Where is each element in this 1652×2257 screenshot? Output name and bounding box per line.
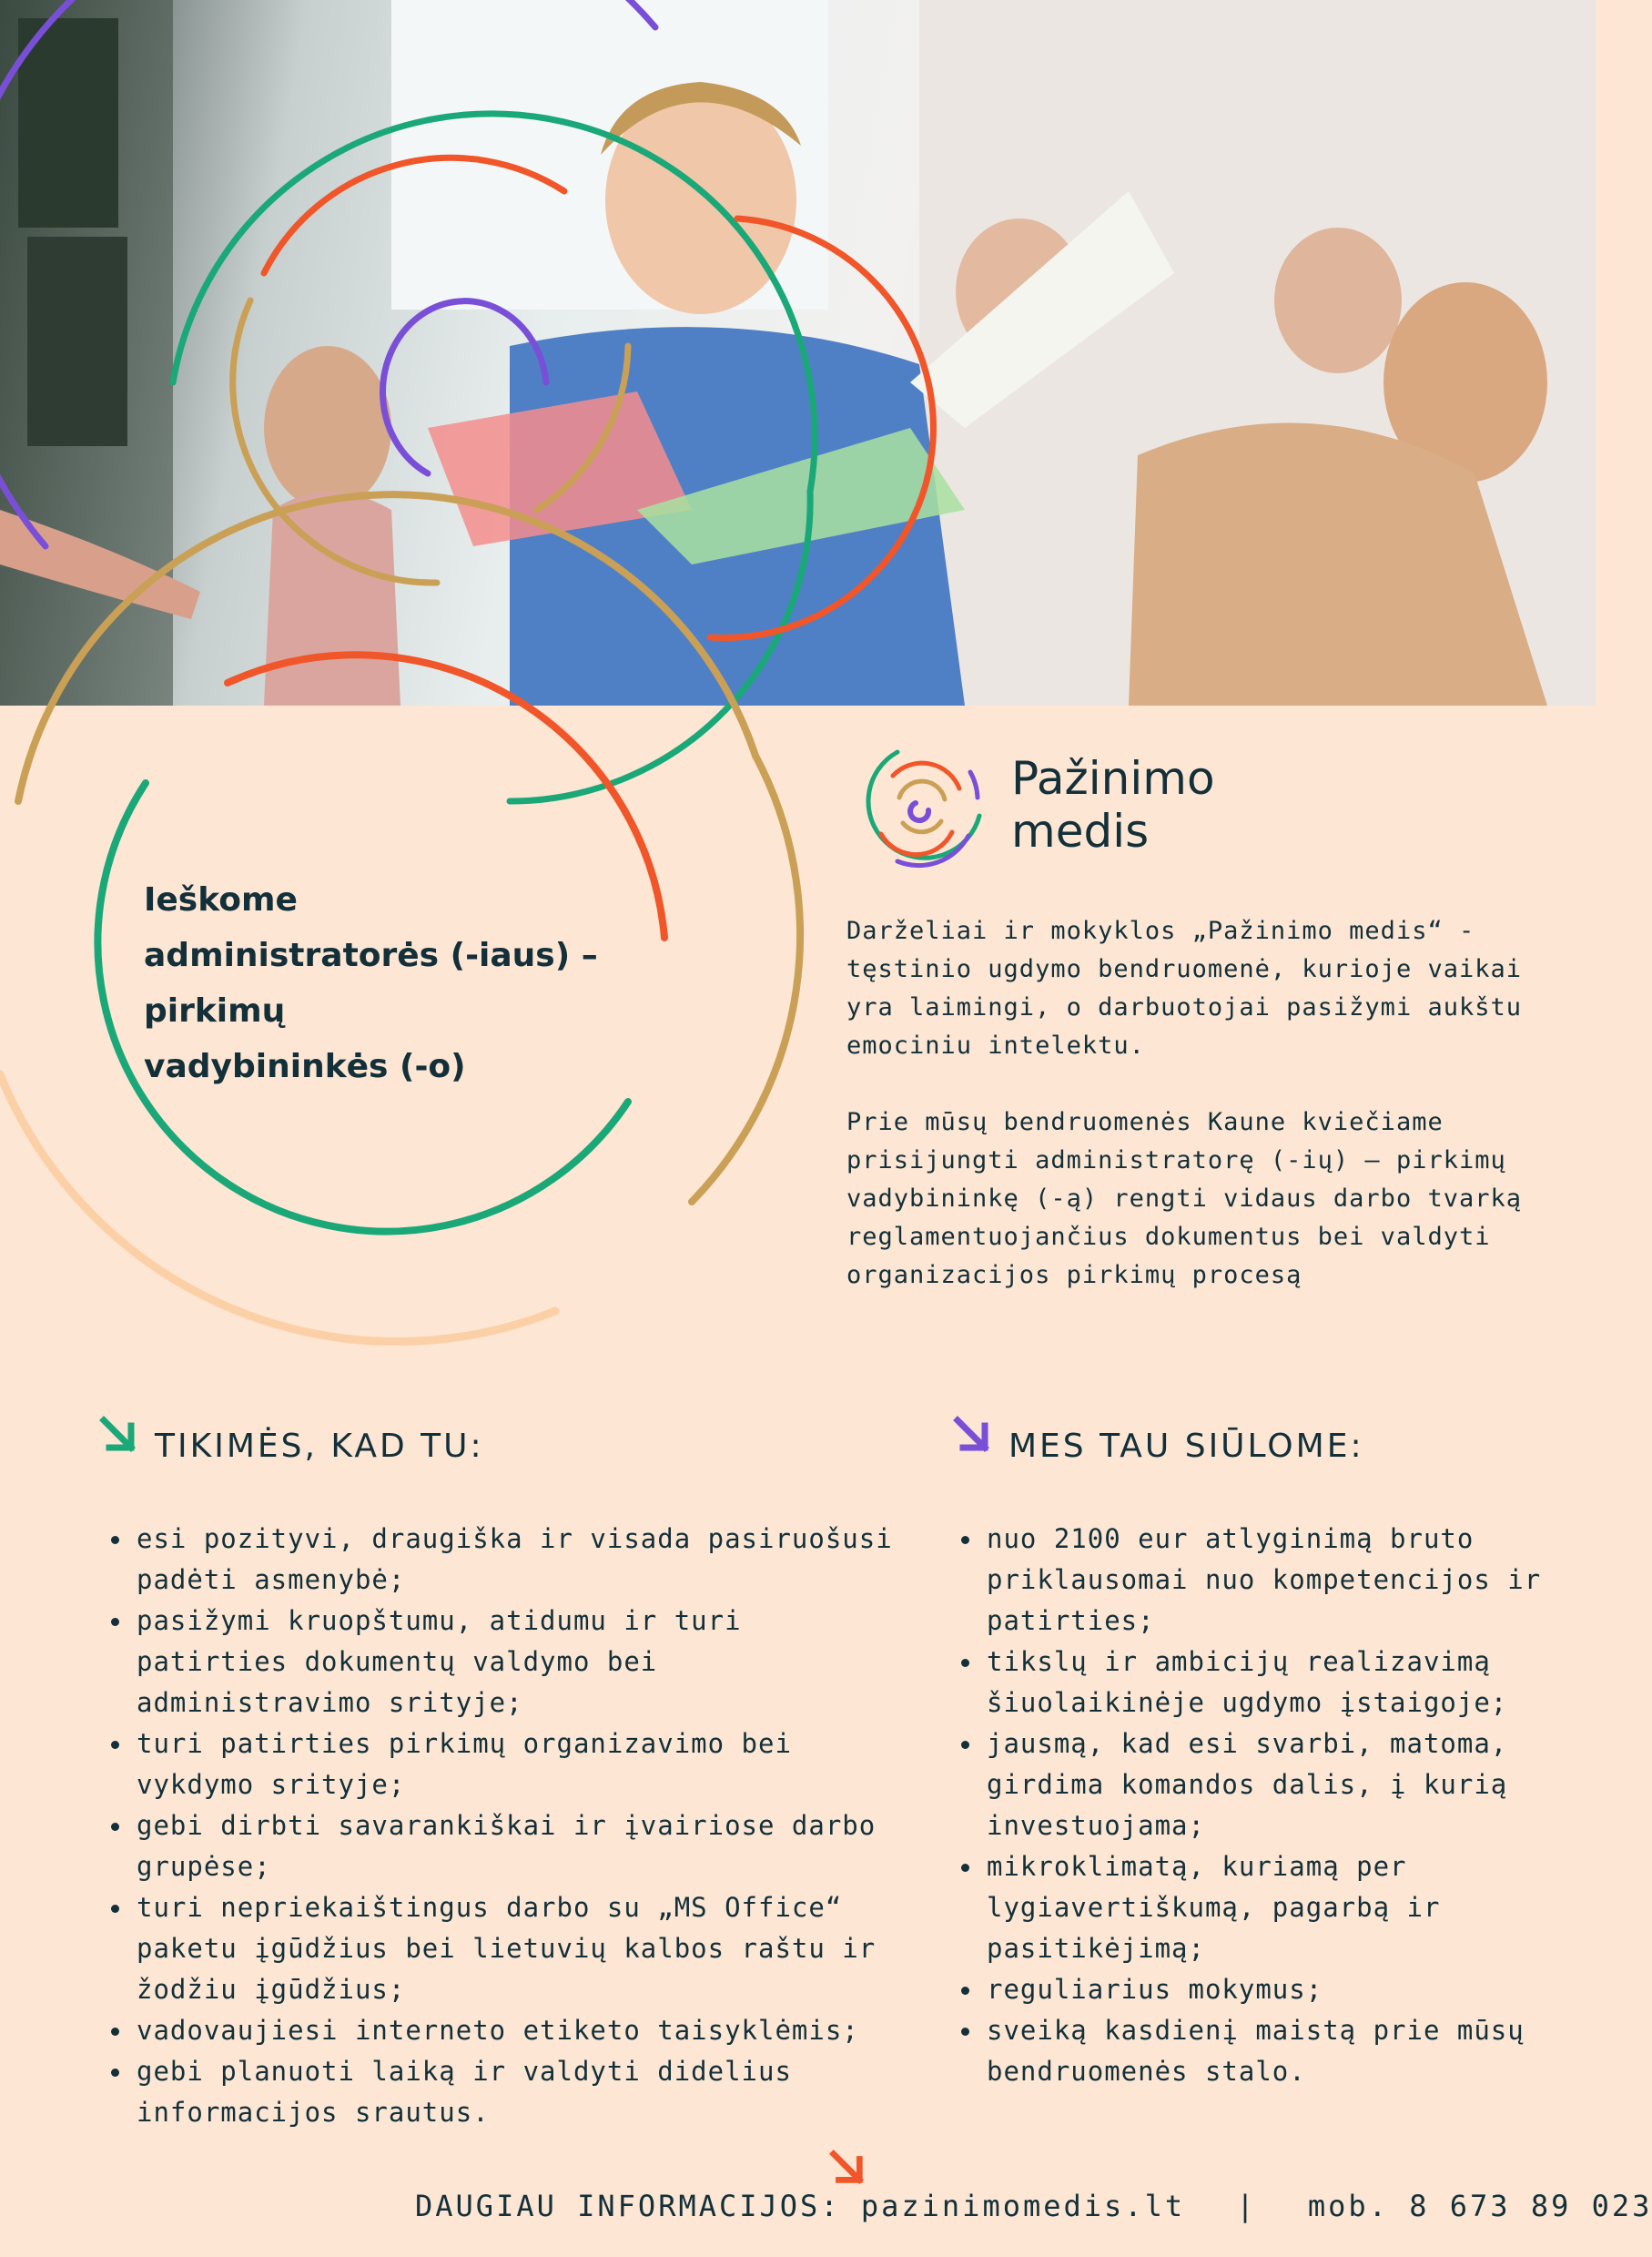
footer-separator: |	[1236, 2189, 1257, 2223]
list-item: turi patirties pirkimų organizavimo bei vykdymo srityje;	[111, 1723, 894, 1805]
intro-text	[846, 912, 1538, 1333]
footer-label: DAUGIAU INFORMACIJOS:	[415, 2189, 841, 2223]
list-item: esi pozityvi, draugiška ir visada pasiruošusi padėti asmenybė;	[111, 1519, 894, 1601]
job-headline	[144, 872, 654, 1094]
list-item: mikroklimatą, kuriamą per lygiavertiškumą, pagarbą ir pasitikėjimą;	[961, 1846, 1562, 1969]
logo-wordmark	[1011, 752, 1215, 858]
list-item: vadovaujiesi interneto etiketo taisyklėmis;	[111, 2010, 894, 2051]
offer-list	[961, 1519, 1562, 2092]
children-classroom-photo	[0, 0, 1596, 706]
arrow-down-right-icon	[98, 1415, 138, 1455]
headline-line: pirkimų	[144, 992, 286, 1030]
list-item: nuo 2100 eur atlyginimą bruto priklausomai nuo kompetencijos ir patirties;	[961, 1519, 1562, 1642]
list-item: tikslų ir ambicijų realizavimą šiuolaikinėje ugdymo įstaigoje;	[961, 1642, 1562, 1723]
intro-paragraph: Prie mūsų bendruomenės Kaune kviečiame prisijungti administratorę (-ių) – pirkimų vadybininkę (-ą) rengti vidaus darbo tvarką reglamentuojančius dokumentus bei valdyti organizacijos pirkimų procesą	[846, 1108, 1522, 1289]
arrow-down-right-icon	[828, 2149, 867, 2187]
list-item: gebi planuoti laiką ir valdyti didelius informacijos srautus.	[111, 2051, 894, 2133]
list-item: turi nepriekaištingus darbo su „MS Office“ paketu įgūdžius bei lietuvių kalbos raštu ir žodžiu įgūdžius;	[111, 1887, 894, 2010]
list-item: reguliarius mokymus;	[961, 1969, 1562, 2010]
list-item: pasižymi kruopštumu, atidumu ir turi patirties dokumentų valdymo bei administravimo srityje;	[111, 1601, 894, 1723]
arrow-down-right-icon	[952, 1415, 992, 1455]
website-link[interactable]: pazinimomedis.lt	[860, 2189, 1186, 2223]
list-item: sveiką kasdienį maistą prie mūsų bendruomenės stalo.	[961, 2010, 1562, 2092]
expect-list	[111, 1519, 894, 2133]
headline-line: Ieškome	[144, 881, 298, 919]
offer-title: MES TAU SIŪLOME:	[1008, 1428, 1364, 1465]
header-photo	[0, 0, 1596, 706]
headline-line: vadybininkės (-o)	[144, 1048, 466, 1085]
headline-line: administratorės (-iaus) –	[144, 937, 598, 974]
intro-paragraph: Darželiai ir mokyklos „Pažinimo medis“ - tęstinio ugdymo bendruomenė, kurioje vaikai yra laimingi, o darbuotojai pasižymi aukštu emociniu intelektu.	[846, 917, 1522, 1060]
footer-contact	[415, 2189, 1652, 2223]
logo-line1: Pažinimo	[1011, 752, 1215, 805]
list-item: jausmą, kad esi svarbi, matoma, girdima komandos dalis, į kurią investuojama;	[961, 1723, 1562, 1846]
logo-line2: medis	[1011, 805, 1150, 858]
list-item: gebi dirbti savarankiškai ir įvairiose darbo grupėse;	[111, 1805, 894, 1887]
expect-title: TIKIMĖS, KAD TU:	[155, 1428, 484, 1465]
phone-link[interactable]: mob. 8 673 89 023	[1307, 2189, 1652, 2223]
